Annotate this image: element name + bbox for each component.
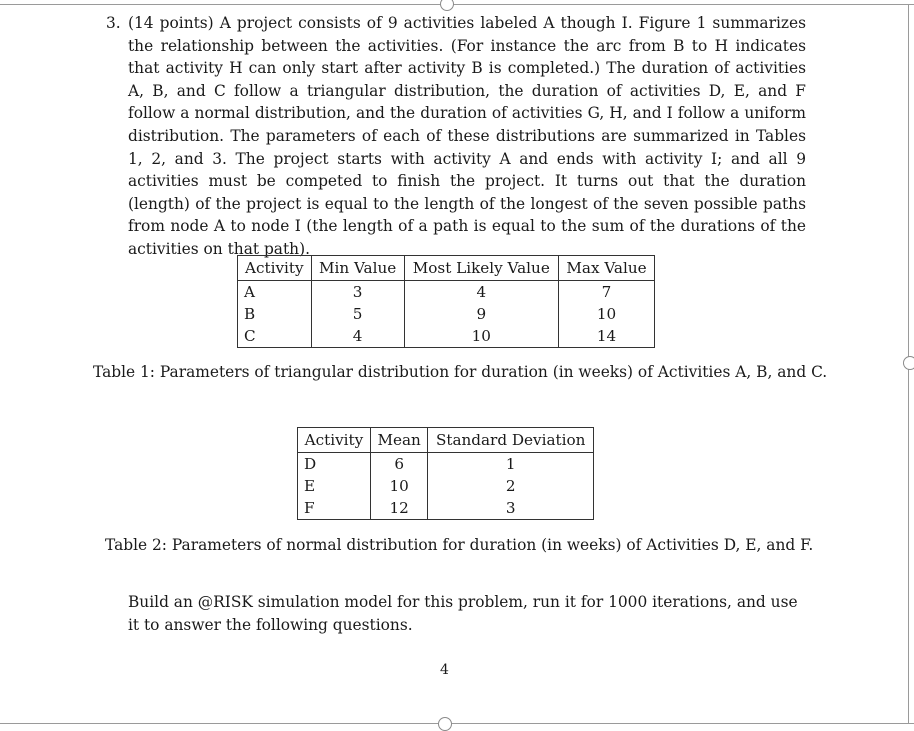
resize-handle-bottom[interactable] (438, 717, 452, 731)
table-cell: 10 (559, 303, 655, 325)
triangular-distribution-table (237, 255, 655, 348)
table-cell: 10 (404, 325, 558, 348)
table-2-caption: Table 2: Parameters of normal distribution for duration (in weeks) of Activities D, E, and F. (105, 536, 814, 554)
problem-statement (106, 12, 806, 261)
table-row (238, 325, 655, 348)
table-cell: B (238, 303, 312, 325)
column-header: Most Likely Value (404, 256, 558, 281)
table-cell: 7 (559, 281, 655, 304)
table-cell: 3 (428, 497, 594, 520)
table-row (238, 303, 655, 325)
resize-handle-right[interactable] (903, 356, 914, 370)
frame-top-border (0, 4, 914, 5)
table-cell: E (298, 475, 371, 497)
table-cell: 12 (370, 497, 427, 520)
column-header: Max Value (559, 256, 655, 281)
problem-text: (14 points) A project consists of 9 activities labeled A though I. Figure 1 summarizes the relationship between the activities. (For instance the arc from B to H indicates that activity H can only start after activity B is completed.) The duration of activities A, B, and C follow a triangular distribution, the duration of activities D, E, and F follow a normal distribution, and the duration of activities G, H, and I follow a uniform distribution. The parameters of each of these distributions are summarized in Tables 1, 2, and 3. The project starts with activity A and ends with activity I; and all 9 activities must be competed to finish the project. It turns out that the duration (length) of the project is equal to the length of the longest of the seven possible paths from node A to node I (the length of a path is equal to the sum of the durations of the activities on that path). (128, 14, 806, 258)
table-row (298, 497, 594, 520)
table-cell: 4 (311, 325, 404, 348)
table-row (298, 475, 594, 497)
table-cell: 9 (404, 303, 558, 325)
column-header: Activity (298, 428, 371, 453)
table-cell: F (298, 497, 371, 520)
table-cell: 5 (311, 303, 404, 325)
table-cell: A (238, 281, 312, 304)
table-1-caption: Table 1: Parameters of triangular distribution for duration (in weeks) of Activities A, B, and C. (93, 363, 828, 381)
table-row (298, 453, 594, 476)
table-cell: 6 (370, 453, 427, 476)
table-cell: C (238, 325, 312, 348)
table-cell: D (298, 453, 371, 476)
table-header-row (298, 428, 594, 453)
page-number: 4 (440, 662, 449, 678)
instruction-text: Build an @RISK simulation model for this problem, run it for 1000 iterations, and use it to answer the following questions. (128, 593, 798, 634)
column-header: Standard Deviation (428, 428, 594, 453)
table-cell: 3 (311, 281, 404, 304)
table-cell: 1 (428, 453, 594, 476)
table-cell: 4 (404, 281, 558, 304)
table-cell: 10 (370, 475, 427, 497)
normal-distribution-table (297, 427, 594, 520)
table-cell: 2 (428, 475, 594, 497)
column-header: Mean (370, 428, 427, 453)
column-header: Activity (238, 256, 312, 281)
table-cell: 14 (559, 325, 655, 348)
problem-number: 3. (106, 14, 121, 32)
resize-handle-top[interactable] (440, 0, 454, 11)
frame-bottom-border (0, 723, 914, 724)
table-header-row (238, 256, 655, 281)
table-row (238, 281, 655, 304)
column-header: Min Value (311, 256, 404, 281)
